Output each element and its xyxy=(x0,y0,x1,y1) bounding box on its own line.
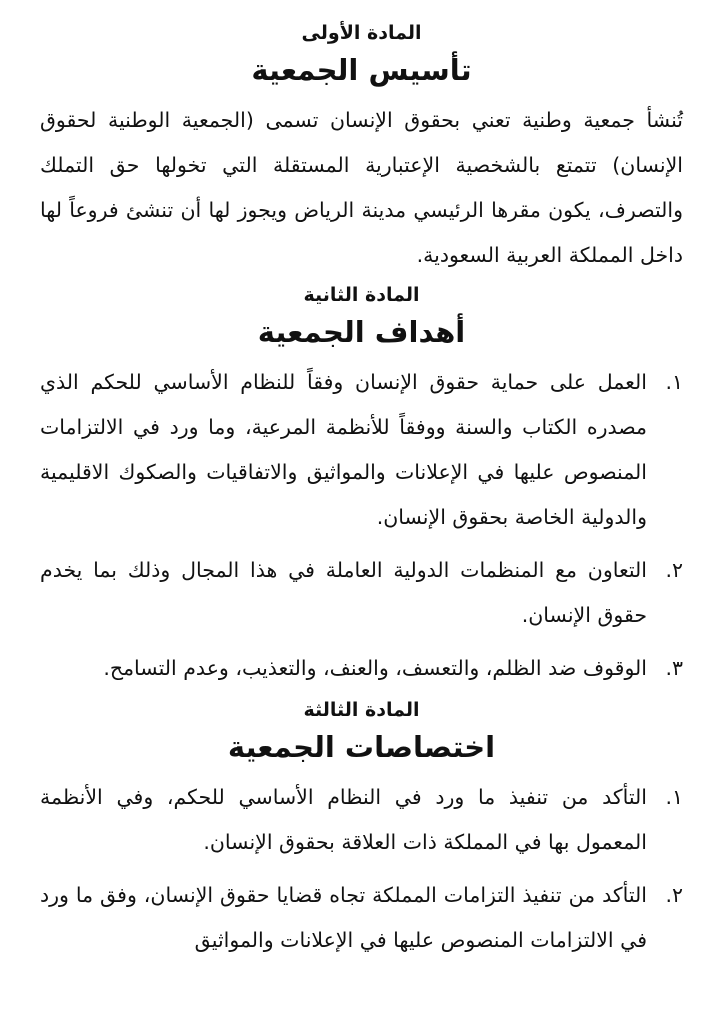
list-item xyxy=(40,548,683,638)
list-item-text: العمل على حماية حقوق الإنسان وفقاً للنظام الأساسي للحكم الذي مصدره الكتاب والسنة ووفقاً للأنظمة المرعية، وما ورد في الالتزامات المنصوص عليها في الإعلانات والمواثيق والاتفاقيات والصكوك الاقليمية والدولية الخاصة بحقوق الإنسان. xyxy=(40,370,647,529)
list-item-text: التأكد من تنفيذ ما ورد في النظام الأساسي للحكم، وفي الأنظمة المعمول بها في المملكة ذات العلاقة بحقوق الإنسان. xyxy=(40,785,647,854)
list-item-number: ٢. xyxy=(665,558,683,582)
article-3 xyxy=(40,699,683,963)
list-item-number: ١. xyxy=(665,785,683,809)
list-item xyxy=(40,360,683,540)
list-item-number: ٢. xyxy=(665,883,683,907)
article-2-list xyxy=(40,360,683,691)
article-3-list xyxy=(40,775,683,963)
article-3-label: المادة الثالثة xyxy=(303,699,420,721)
list-item xyxy=(40,775,683,865)
list-item-text: التأكد من تنفيذ التزامات المملكة تجاه قضايا حقوق الإنسان، وفق ما ورد في الالتزامات المنصوص عليها في الإعلانات والمواثيق xyxy=(40,883,647,952)
list-item xyxy=(40,646,683,691)
article-2-title: أهداف الجمعية xyxy=(257,315,466,349)
article-1-label: المادة الأولى xyxy=(301,22,422,44)
article-1-paragraph: تُنشأ جمعية وطنية تعني بحقوق الإنسان تسمى (الجمعية الوطنية لحقوق الإنسان) تتمتع بالشخصية الإعتبارية المستقلة التي تخولها حق التملك والتصرف، يكون مقرها الرئيسي مدينة الرياض ويجوز لها أن تنشئ فروعاً لها داخل المملكة العربية السعودية. xyxy=(40,108,683,267)
list-item xyxy=(40,873,683,963)
article-2-label: المادة الثانية xyxy=(303,284,420,306)
article-3-title: اختصاصات الجمعية xyxy=(227,730,496,764)
list-item-text: الوقوف ضد الظلم، والتعسف، والعنف، والتعذيب، وعدم التسامح. xyxy=(103,656,647,680)
list-item-number: ٣. xyxy=(665,656,683,680)
article-2 xyxy=(40,284,683,691)
list-item-text: التعاون مع المنظمات الدولية العاملة في هذا المجال وذلك بما يخدم حقوق الإنسان. xyxy=(40,558,647,627)
list-item-number: ١. xyxy=(665,370,683,394)
article-1 xyxy=(40,22,683,278)
article-1-title: تأسيس الجمعية xyxy=(251,53,472,87)
